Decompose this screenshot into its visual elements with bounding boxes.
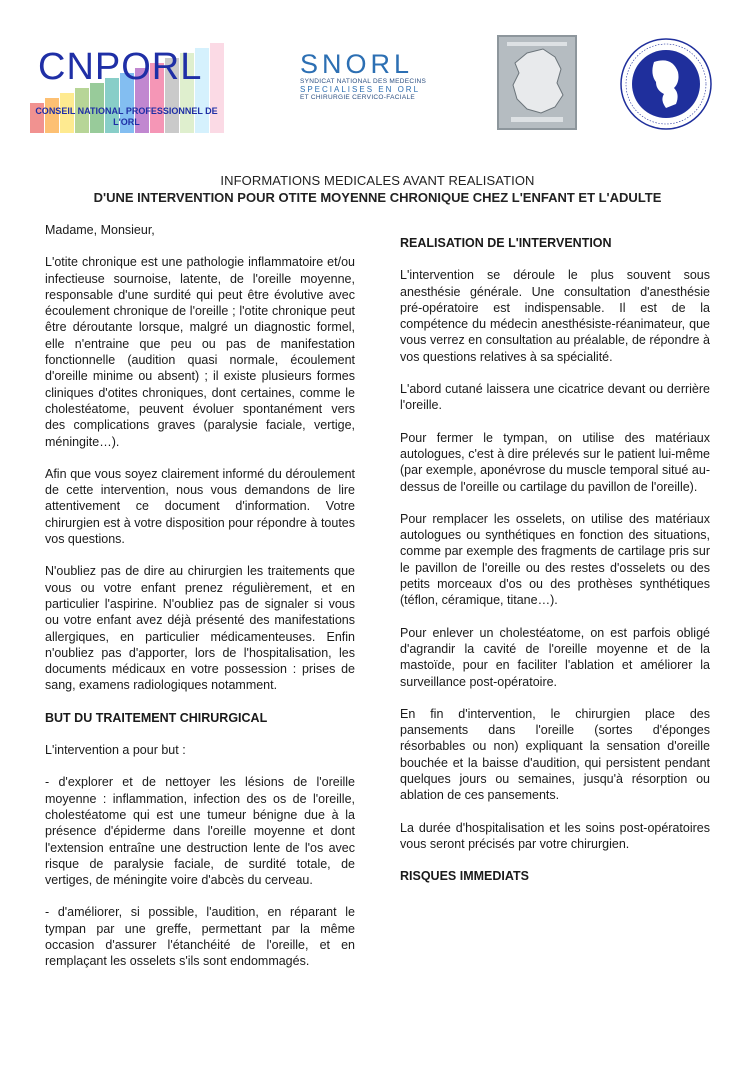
snorl-logo-line2: SPECIALISES EN ORL xyxy=(300,85,421,94)
paragraph-abord-cutane: L'abord cutané laissera une cicatrice devant ou derrière l'oreille. xyxy=(400,382,710,413)
right-column xyxy=(400,235,710,901)
heading-but-traitement: BUT DU TRAITEMENT CHIRURGICAL xyxy=(45,710,268,725)
paragraph-cholesteatome: Pour enlever un cholestéatome, on est parfois obligé d'agrandir la cavité de l'oreille moyenne et de la mastoïde, pour en faciliter l'ablation et améliorer la surveillance post-opératoire. xyxy=(400,625,710,689)
cnporl-logo-name: CNPORL xyxy=(38,46,203,88)
snorl-logo-line3: ET CHIRURGIE CERVICO-FACIALE xyxy=(300,94,416,101)
left-column xyxy=(45,222,355,986)
heading-risques-immediats: RISQUES IMMEDIATS xyxy=(400,869,529,884)
heading-realisation: REALISATION DE L'INTERVENTION xyxy=(400,236,612,250)
document-title xyxy=(0,172,755,206)
logo-bar xyxy=(0,30,755,140)
paragraph-but-explorer: - d'explorer et de nettoyer les lésions de l'oreille moyenne : inflammation, infection des os de l'oreille, cholestéatome qui est une tumeur bénigne due à la présence d'épiderme dans l'oreille moyenne et dont l'extension entraîne une destruction lente de l'os avec risque de paralysie faciale, de surdité totale, de vertiges, de méningite voire d'abcès du cerveau. xyxy=(45,775,355,888)
snorl-logo xyxy=(300,50,465,120)
paragraph-hospitalisation: La durée d'hospitalisation et les soins post-opératoires vous seront précisés par votre chirurgien. xyxy=(400,820,710,851)
paragraph-osselets: Pour remplacer les osselets, on utilise des matériaux autologues ou synthétiques en fonction des situations, comme par exemple des fragments de cartilage pris sur le pavillon de l'oreille ou des restes d'osselets ou des petits morceaux d'os ou des prothèses synthétiques (téflon, céramique, titane…). xyxy=(400,511,710,608)
paragraph-but-ameliorer: - d'améliorer, si possible, l'audition, en réparant le tympan par une greffe, permettant par la même occasion d'assurer l'étanchéité de l'oreille, et en remplaçant les osselets s'ils sont endommagés. xyxy=(45,905,355,969)
paragraph-otite-chronique: L'otite chronique est une pathologie inflammatoire et/ou infectieuse sournoise, latente, de l'oreille moyenne, responsable d'une surdité qui peut être évolutive avec écoulement chronique de l'oreille ; l'otite chronique peut être déroutante lorsque, malgré un diagnostic formel, elle n'entraine que peu ou pas de manifestation fonctionnelle (audition quasi normale, écoulement d'oreille minime ou absent) ; il existe plusieurs formes cliniques d'otites chroniques, dont certaines, comme le cholestéatome, peuvent évoluer spontanément vers des complications graves (paralysie faciale, vertige, méningite…). xyxy=(45,255,355,449)
cnporl-logo xyxy=(30,38,225,133)
snorl-logo-line1: SYNDICAT NATIONAL DES MEDECINS xyxy=(300,78,427,85)
paragraph-but-intro: L'intervention a pour but : xyxy=(45,743,186,758)
paragraph-information: Afin que vous soyez clairement informé du déroulement de cette intervention, nous vous demandons de lire attentivement ce document d'information. Votre chirurgien est à votre disposition pour répondre à toutes vos questions. xyxy=(45,466,355,547)
paragraph-anesthesie: L'intervention se déroule le plus souvent sous anesthésie générale. Une consultation d'anesthésie pré-opératoire est indispensable. Il est de la compétence du médecin anesthésiste-réanimateur, que vous verrez en consultation au préalable, de répondre à vos questions relatives à sa spécialité. xyxy=(400,268,710,364)
snorl-logo-name: SNORL xyxy=(300,49,414,79)
title-line-1: INFORMATIONS MEDICALES AVANT REALISATION xyxy=(220,173,535,188)
round-seal-logo xyxy=(620,38,712,130)
france-map-logo xyxy=(497,35,577,130)
paragraph-pansements: En fin d'intervention, le chirurgien place des pansements dans l'oreille (sortes d'éponges résorbables ou non) expliquant la sensation d'oreille bouchée et la baisse d'audition, qui persistent pendant quelques jours ou semaines, jusqu'à résorption ou ablation de ces pansements. xyxy=(400,706,710,803)
cnporl-logo-subtitle: CONSEIL NATIONAL PROFESSIONNEL DE L'ORL xyxy=(35,106,218,127)
paragraph-traitements: N'oubliez pas de dire au chirurgien les traitements que vous ou votre enfant prenez régulièrement, et en particulier l'aspirine. N'oubliez pas de signaler si vous ou votre enfant avez déjà présenté des manifestations allergiques, en particulier médicamenteuses. Enfin n'oubliez pas d'apporter, lors de l'hospitalisation, les documents médicaux en votre possession : prises de sang, examens radiologiques notamment. xyxy=(45,564,355,693)
paragraph-tympan: Pour fermer le tympan, on utilise des matériaux autologues, c'est à dire prélevés sur le patient lui-même (par exemple, aponévrose du muscle temporal situé au-dessus de l'oreille ou cartilage du pavillon de l'oreille). xyxy=(400,430,710,494)
title-line-2: D'UNE INTERVENTION POUR OTITE MOYENNE CHRONIQUE CHEZ L'ENFANT ET L'ADULTE xyxy=(93,190,662,205)
salutation: Madame, Monsieur, xyxy=(45,223,155,237)
